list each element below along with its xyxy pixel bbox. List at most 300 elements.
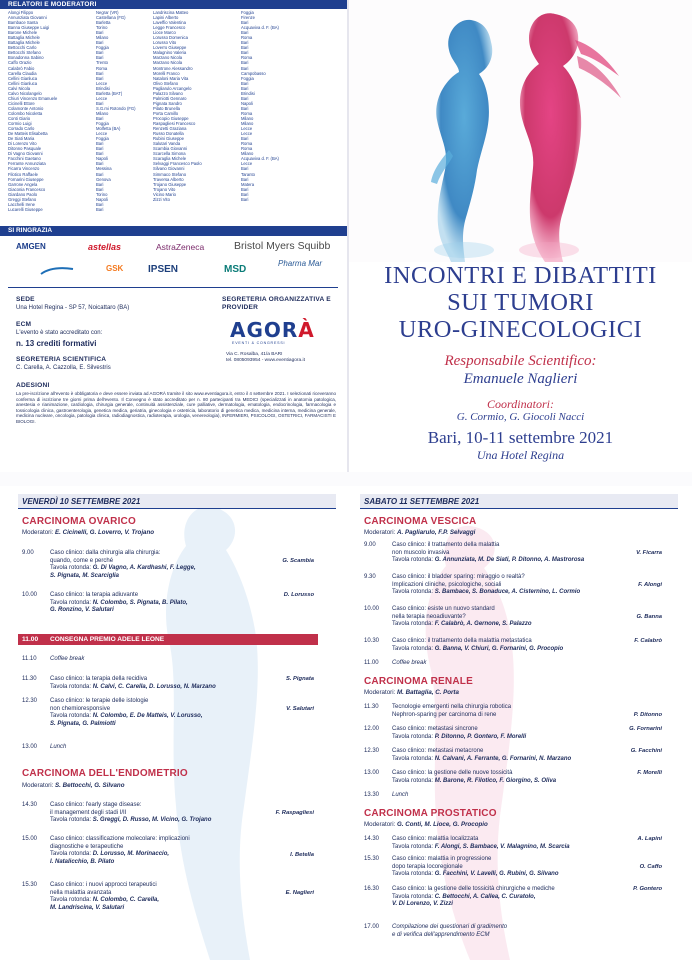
relatore-city: Bari xyxy=(96,55,104,61)
relatore-name: Bettocchi Carlo xyxy=(8,45,37,51)
sponsor-logo-msd: MSD xyxy=(224,264,247,275)
relatore-name: Di Lorenzo Vito xyxy=(8,141,37,147)
program-label: Tavola rotonda: xyxy=(50,683,92,690)
program-time: 14.30 xyxy=(364,836,380,842)
program-line: Caso clinico: la terapia adiuvante xyxy=(50,592,139,598)
program-label: Tavola rotonda: xyxy=(50,817,92,824)
relatore-name: Bambace Santa xyxy=(8,20,38,26)
program-line xyxy=(50,573,322,581)
program-speaker: F. Calabrò xyxy=(634,638,662,644)
program-text: Coffee break xyxy=(50,656,85,662)
program-line: Caso clinico: malattia localizzata xyxy=(392,836,479,842)
ecm-heading: ECM xyxy=(16,321,32,328)
section-title-ovarico: CARCINOMA OVARICO xyxy=(22,516,136,527)
program-label: Tavola rotonda: xyxy=(392,621,434,628)
relatore-name: Raspagliesi Francesco xyxy=(153,121,196,127)
relatore-name: Calvi Nicola xyxy=(8,85,31,91)
relatore-row xyxy=(153,197,298,202)
relatore-name: Palazzo Silvano xyxy=(153,90,183,96)
program-line: non chemioresponsive xyxy=(50,705,111,712)
agora-address-line: Via C. Rosalba, 41/a BARI xyxy=(226,352,283,357)
program-line xyxy=(50,565,322,573)
relatore-city: Brindisi xyxy=(96,85,110,91)
program-names: G. Annunziata, M. De Siati, P. Ditonno, A. Mastrorosa xyxy=(434,557,585,564)
program-time: 12.30 xyxy=(22,698,38,704)
program-line xyxy=(392,778,674,786)
relatore-city: Bari xyxy=(241,95,249,101)
program-time: 15.30 xyxy=(364,856,380,862)
relatore-city: Lecce xyxy=(96,95,108,101)
relatore-city: Napoli xyxy=(241,100,253,106)
program-speaker: F. Alongi xyxy=(638,582,662,588)
relatore-name: Lucarelli Giuseppe xyxy=(8,206,43,212)
cover-title-line: SUI TUMORI xyxy=(447,289,594,316)
relatore-city: Foggia xyxy=(241,10,254,15)
relatore-name: Barone Michele xyxy=(8,30,38,36)
relatore-city: Bari xyxy=(241,191,249,197)
relatore-city: Acquaviva d. F. (BA) xyxy=(241,156,279,162)
adesioni-heading: ADESIONI xyxy=(16,382,50,389)
program-text xyxy=(50,882,322,912)
program-line: quando, come e perché xyxy=(50,557,114,564)
program-line: Implicazioni cliniche, psicologiche, sociali xyxy=(392,581,502,588)
program-speaker: G. Facchini xyxy=(630,748,662,754)
program-speaker: O. Caffo xyxy=(639,864,662,870)
cover-title-line: INCONTRI E DIBATTITI xyxy=(384,262,657,289)
responsabile-label: Responsabile Scientifico: xyxy=(444,353,597,369)
program-time: 15.00 xyxy=(22,836,38,842)
program-line: Caso clinico: la gestione delle tossicità chirurgiche e mediche xyxy=(392,886,555,892)
program-line xyxy=(50,859,322,867)
relatore-city: Lecce xyxy=(96,80,108,86)
relatore-name: Ferrante Annunziata xyxy=(8,161,46,167)
moderatori-ovarico xyxy=(22,529,154,536)
relatore-city: Trento xyxy=(96,60,108,66)
relatori-column-left xyxy=(8,10,153,222)
relatore-city: Bari xyxy=(96,201,104,207)
program-label: Tavola rotonda: xyxy=(392,557,434,564)
relatore-name: Salutari Vanda xyxy=(153,141,181,147)
program-names: N. Calvi, C. Carella, D. Lorusso, N. Marzano xyxy=(92,683,216,690)
program-row xyxy=(22,656,322,664)
agora-logo xyxy=(230,318,315,342)
relatore-name: Calvo Nicolangelo xyxy=(8,90,42,96)
program-speaker: A. Lapini xyxy=(637,836,662,842)
sponsor-logo-unnamed xyxy=(40,266,74,278)
relatore-city: Milano xyxy=(241,151,254,157)
relatore-city: Messina xyxy=(96,166,112,172)
relatore-name: Zizzi Vito xyxy=(153,196,170,202)
program-line: Caso clinico: le terapie delle istologie xyxy=(50,698,149,704)
sponsor-logo-astrazeneca: AstraZeneca xyxy=(156,242,205,252)
program-time: 17.00 xyxy=(364,924,380,930)
ringrazia-title: SI RINGRAZIA xyxy=(8,227,53,234)
relatore-city: Firenze xyxy=(241,15,255,21)
relatore-city: Napoli xyxy=(96,156,108,162)
relatore-city: Milano xyxy=(241,121,254,127)
program-time: 15.30 xyxy=(22,882,38,888)
relatore-city: Genova xyxy=(96,176,111,182)
program-label: Tavola rotonda: xyxy=(50,565,92,572)
relatore-name: Scaraglia Michele xyxy=(153,156,187,162)
program-line: Caso clinico: esiste un nuovo standard xyxy=(392,606,495,612)
program-time: 10.00 xyxy=(22,592,38,598)
relatore-city: Bari xyxy=(241,20,249,26)
program-text xyxy=(392,924,674,939)
relatore-name: Cellini Gianluca xyxy=(8,80,38,86)
relatore-city: Foggia xyxy=(241,75,254,81)
section-title-renale: CARCINOMA RENALE xyxy=(364,676,473,687)
relatore-name: Di Vagno Giovanni xyxy=(8,151,43,157)
section-title-endometrio: CARCINOMA DELL'ENDOMETRIO xyxy=(22,768,188,779)
relatore-city: Barletta xyxy=(96,20,111,26)
relatore-name: Corrado Carlo xyxy=(8,126,35,132)
relatore-name: Olivo Stefano xyxy=(153,80,179,86)
moderatori-label: Moderatori: xyxy=(364,821,396,828)
moderatori-label: Moderatori: xyxy=(22,529,54,536)
ecm-text: L'evento è stato accreditato con: xyxy=(16,330,103,336)
program-line xyxy=(392,621,674,629)
relatore-city: Bari xyxy=(96,151,104,157)
relatore-city: Negrar (VR) xyxy=(96,10,119,15)
program-speaker: V. Ficarra xyxy=(636,550,662,556)
program-line: non muscolo invasiva xyxy=(392,549,450,556)
relatore-city: Roma xyxy=(96,65,108,71)
relatore-city: Bari xyxy=(241,85,249,91)
relatore-city: Torino xyxy=(96,191,108,197)
program-line: Caso clinico: malattia in progressione xyxy=(392,856,492,862)
program-text: Lunch xyxy=(392,792,409,798)
program-row xyxy=(22,882,322,912)
program-names: S. Bambace, S. Bonaduce, A. Cisternino, L. Cormio xyxy=(434,589,581,596)
moderatori-label: Moderatori: xyxy=(364,689,396,696)
relatore-city: Roma xyxy=(241,55,253,61)
relatore-name: Carella Claudia xyxy=(8,70,37,76)
program-label: Tavola rotonda: xyxy=(392,645,434,652)
program-line xyxy=(392,756,674,764)
relatore-city: Bari xyxy=(96,181,104,187)
program-line xyxy=(50,600,322,608)
relatore-name: Fornarini Giuseppe xyxy=(8,176,44,182)
program-line xyxy=(50,713,322,721)
relatore-city: Bari xyxy=(241,40,249,46)
relatore-city: Milano xyxy=(96,110,109,116)
program-line: Caso clinico: il trattamento della malattia xyxy=(392,542,500,548)
relatore-city: Bari xyxy=(241,176,249,182)
relatore-name: Ditonno Pasquale xyxy=(8,146,42,152)
relatori-column-right xyxy=(153,10,298,222)
program-line: il management degli stadi I/II xyxy=(50,809,127,816)
program-names: G. Di Vagno, A. Kardhashi, F. Legge, xyxy=(92,565,196,572)
coordinatori-label: Coordinatori: xyxy=(487,397,554,411)
sponsor-swoosh-icon xyxy=(40,266,74,276)
sede-text: Una Hotel Regina - SP 57, Noicattaro (BA) xyxy=(16,305,130,311)
program-label: Tavola rotonda: xyxy=(50,851,92,858)
event-venue: Una Hotel Regina xyxy=(476,448,565,462)
relatore-city: S.G.mi Rotondo (FG) xyxy=(96,105,136,111)
cover-title-line: URO-GINECOLOGICI xyxy=(398,316,643,343)
program-line xyxy=(50,607,322,615)
program-line: Caso clinico: classificazione molecolare: implicazioni xyxy=(50,836,190,842)
moderatori-label: Moderatori: xyxy=(22,782,54,789)
moderatori-names: A. Pagliarulo, F.P. Selvaggi xyxy=(397,529,476,536)
relatore-name: Cicinelli Ettore xyxy=(8,100,35,106)
relatore-city: Lecce xyxy=(96,131,108,137)
program-line xyxy=(392,589,674,597)
program-time: 14.30 xyxy=(22,802,38,808)
relatore-city: Bari xyxy=(96,171,104,177)
program-names: V. Di Lorenzo, V. Zizzi xyxy=(392,901,453,908)
relatore-name: Palmiotti Gennaro xyxy=(153,95,187,101)
program-row xyxy=(364,792,674,800)
relatore-city: Bari xyxy=(96,146,104,152)
relatore-name: Lorusso Domenica xyxy=(153,35,188,41)
relatore-name: Battaglia Michele xyxy=(8,40,40,46)
program-line: Caso clinico: l'early stage disease: xyxy=(50,802,142,808)
relatore-name: Porta Camillo xyxy=(153,110,179,116)
relatore-city: Bari xyxy=(96,141,104,147)
program-text xyxy=(50,698,322,728)
relatore-city: Lecce xyxy=(241,126,253,132)
relatore-name: Procopio Giuseppe xyxy=(153,115,189,121)
program-names: M. Barone, R. Filotico, F. Giorgino, S. Oliva xyxy=(434,777,557,784)
program-names: N. Colombo, E. De Matteis, V. Lorusso, xyxy=(92,713,203,720)
relatore-name: Trojano Vito xyxy=(153,186,176,192)
relatore-city: Bari xyxy=(241,45,249,51)
relatori-title: RELATORI E MODERATORI xyxy=(8,1,97,8)
event-date: Bari, 10-11 settembre 2021 xyxy=(427,428,614,447)
program-line: diagnostiche e terapeutiche xyxy=(50,843,124,850)
agora-logo-text: AGOR xyxy=(230,318,299,342)
relatore-city: Lecce xyxy=(241,131,253,137)
section-title-prostatico: CARCINOMA PROSTATICO xyxy=(364,808,497,819)
page-gap xyxy=(0,472,692,486)
relatore-city: Matera xyxy=(241,181,255,187)
program-line: Caso clinico: metastasi sincrone xyxy=(392,726,478,732)
program-names: N. Colombo, C. Carella, xyxy=(92,897,160,904)
relatore-name: Malagnino Valeria xyxy=(153,50,187,56)
relatore-name: Russo Donatella xyxy=(153,131,184,137)
relatore-city: Bari xyxy=(241,50,249,56)
relatore-name: Morelli Franco xyxy=(153,70,180,76)
ecm-credits: n. 13 crediti formativi xyxy=(16,339,97,348)
sede-heading: SEDE xyxy=(16,296,35,303)
program-speaker: S. Pignata xyxy=(285,676,314,682)
program-names: S. Pignata, M. Scarciglia xyxy=(50,572,120,579)
moderatori-endometrio xyxy=(22,782,124,789)
relatore-name: Battaglia Michele xyxy=(8,35,40,41)
divider xyxy=(8,287,338,288)
relatore-name: Loverro Giuseppe xyxy=(153,45,187,51)
program-label: Tavola rotonda: xyxy=(392,733,434,740)
program-line xyxy=(50,817,322,825)
agora-contact-line: tel. 0805093954 - www.eventiagora.it xyxy=(226,358,305,363)
sponsor-logo-gsk: GSK xyxy=(106,264,124,273)
program-time: 16.30 xyxy=(364,886,380,892)
relatore-city: Brindisi xyxy=(241,90,255,96)
relatore-city: Bari xyxy=(241,136,249,142)
relatore-city: Bari xyxy=(241,196,249,202)
program-time: 11.30 xyxy=(22,676,37,682)
relatore-name: Colombo Nicoletta xyxy=(8,110,43,116)
relatore-city: Bari xyxy=(96,161,104,167)
program-names: S. Greggi, D. Russo, M. Vicino, G. Trojano xyxy=(92,817,212,824)
relatore-name: Filotico Raffaele xyxy=(8,171,38,177)
relatore-city: Bari xyxy=(241,186,249,192)
relatore-name: Pignata Sandro xyxy=(153,100,182,106)
program-line xyxy=(392,646,674,654)
relatore-name: Greggi Stefano xyxy=(8,196,37,202)
program-line xyxy=(392,734,674,742)
moderatori-vescica xyxy=(364,529,475,536)
program-line: Compilazione dei questionari di gradimento xyxy=(392,924,508,930)
relatore-name: Chiuri Vincenzo Emanuele xyxy=(8,95,58,101)
program-speaker: I. Betella xyxy=(290,852,314,858)
sponsor-logo-amgen: AMGEN xyxy=(16,242,46,251)
relatore-city: Roma xyxy=(241,35,253,41)
relatore-city: Bari xyxy=(241,166,249,172)
agora-address xyxy=(226,352,305,364)
agora-logo-accent: À xyxy=(298,318,315,342)
program-time: 13.30 xyxy=(364,792,380,798)
relatore-city: Bari xyxy=(241,30,249,36)
premio-banner xyxy=(18,634,318,645)
program-time: 9.00 xyxy=(364,542,376,548)
relatore-name: Rubini Giuseppe xyxy=(153,136,184,142)
program-line: Caso clinico: dalla chirurgia alla chirurgia: xyxy=(50,550,161,556)
program-speaker: P. Gontero xyxy=(633,886,662,892)
program-names: C. Bettocchi, A. Callea, C. Curatolo, xyxy=(434,893,536,900)
relatore-city: Milano xyxy=(241,115,254,121)
program-label: Tavola rotonda: xyxy=(392,777,434,784)
relatore-name: Colamonte Antonio xyxy=(8,105,44,111)
relatore-city: Bari xyxy=(96,75,104,81)
program-time: 10.00 xyxy=(364,606,380,612)
relatore-name: Facchini Gaetano xyxy=(8,156,41,162)
relatore-city: Milano xyxy=(96,35,109,41)
program-line: Caso clinico: il trattamento della malattia metastatica xyxy=(392,638,532,644)
relatore-name: Nataloni Maria Vita xyxy=(153,75,189,81)
program-time: 13.00 xyxy=(22,744,38,750)
program-line: Tecnologie emergenti nella chirurgia robotica xyxy=(392,704,512,710)
program-line: e di verifica dell'apprendimento ECM xyxy=(392,931,490,938)
program-row xyxy=(364,924,674,939)
segreteria-organizzativa-heading: SEGRETERIA ORGANIZZATIVA E PROVIDER xyxy=(222,296,331,311)
relatore-name: Marzano Nicola xyxy=(153,55,183,61)
relatore-name: Lacchelli Irene xyxy=(8,201,36,207)
relatore-city: Bari xyxy=(96,100,104,106)
moderatori-renale xyxy=(364,689,459,696)
program-label: Tavola rotonda: xyxy=(50,599,92,606)
relatore-name: Giaconia Francesco xyxy=(8,186,46,192)
relatore-city: Bari xyxy=(241,105,249,111)
program-line: Caso clinico: i nuovi approcci terapeutici xyxy=(50,882,157,888)
sponsor-logo-astellas: astellas xyxy=(88,242,122,252)
moderatori-names: M. Battaglia, C. Porta xyxy=(397,689,459,696)
program-names: I. Natalicchio, B. Pilato xyxy=(50,858,115,865)
relatore-city: Bari xyxy=(96,50,104,56)
relatore-name: De Matteis Elisabetta xyxy=(8,131,48,137)
program-line: Caso clinico: la gestione delle nuove tossicità xyxy=(392,770,513,776)
moderatori-label: Moderatori: xyxy=(364,529,396,536)
relatore-city: Barletta (BAT) xyxy=(96,90,123,96)
relatore-name: Annunziata Giovanni xyxy=(8,15,47,21)
relatore-city: Bari xyxy=(96,70,104,76)
relatore-city: Bari xyxy=(241,80,249,86)
program-names: N. Colombo, S. Pignata, B. Pilato, xyxy=(92,599,188,606)
relatore-name: Calabrò Fabio xyxy=(8,65,35,71)
info-panel xyxy=(0,0,347,472)
program-label: Tavola rotonda: xyxy=(50,713,92,720)
relatore-name: Bettocchi Stefano xyxy=(8,50,41,56)
program-row xyxy=(22,550,322,580)
program-names: M. Landriscina, V. Salutari xyxy=(50,904,125,911)
relatore-name: Caffo Orazio xyxy=(8,60,32,66)
cover-illustration xyxy=(349,0,692,262)
adesioni-text: La pre-iscrizione all'evento è obbligatoria e deve essere inviata ad AGORÀ tramite il sito www.eventiagora.it, entro il 4 settembre 2021. I selezionati riceveranno conferma di iscrizione tre giorni prima dell'evento. Il Convegno è stato accreditato per n. 80 partecipanti tra MEDICI (specializzati in anatomia patologica, anestesia e rianimazione, cardiologia, chirurgia generale, continuità assistenziale, cure palliative, dermatologia, ematologia, endocrinologia, farmacologia e tossicologia clinica, gastroenterologia, genetica medica, geriatria, ginecologia e ostetricia, laboratorio di genetica medica, medicina interna, medicina generale, medicina nucleare, oncologia, patologia clinica, radiodiagnostica, radioterapia, urologia, venereologia), INFERMIERI, PSICOLOGI, OSTETRICI, FARMACISTI E BIOLOGI. xyxy=(16,391,336,424)
relatore-name: Pilato Brunella xyxy=(153,105,181,111)
program-label: Tavola rotonda: xyxy=(50,897,92,904)
program-time: 11.10 xyxy=(22,656,37,662)
program-label: Tavola rotonda: xyxy=(392,893,434,900)
program-speaker: F. Morelli xyxy=(637,770,662,776)
program-speaker: V. Salutari xyxy=(286,706,314,712)
program-line: Caso clinico: la terapia della recidiva xyxy=(50,676,148,682)
program-time: 12.00 xyxy=(364,726,380,732)
program-line xyxy=(50,897,322,905)
relatore-city: Bari xyxy=(241,60,249,66)
relatore-city: Roma xyxy=(241,146,253,152)
program-speaker: P. Ditonno xyxy=(633,712,662,718)
program-line: nella terapia neoadiuvante? xyxy=(392,613,466,620)
program-speaker: G. Fornarini xyxy=(629,726,662,732)
relatore-name: Marzano Nicola xyxy=(153,60,183,66)
segreteria-scientifica-heading: SEGRETERIA SCIENTIFICA xyxy=(16,356,107,363)
premio-text: CONSEGNA PREMIO ADELE LEONE xyxy=(50,636,165,643)
relatore-city: Foggia xyxy=(96,121,109,127)
program-line xyxy=(392,894,674,902)
relatore-name: Ficarra Vincenzo xyxy=(8,166,40,172)
relatore-name: Trojano Giuseppe xyxy=(153,181,187,187)
program-time: 12.30 xyxy=(364,748,380,754)
program-line xyxy=(392,844,674,852)
program-line xyxy=(392,901,674,909)
responsabile-name: Emanuele Naglieri xyxy=(463,371,578,387)
relatore-city: Roma xyxy=(241,110,253,116)
program-speaker: D. Lorusso xyxy=(283,592,314,598)
program-time: 13.00 xyxy=(364,770,380,776)
program-time: 11.00 xyxy=(22,636,39,643)
relatore-city: Castellana (FG) xyxy=(96,15,126,21)
program-names: G. Banna, V. Chiuri, G. Fornarini, G. Procopio xyxy=(434,645,564,652)
relatore-city: Taranto xyxy=(241,171,255,177)
program-line xyxy=(392,557,674,565)
relatore-name: Traversa Alberto xyxy=(153,176,184,182)
program-names: F. Alongi, S. Bambace, V. Malagnino, M. Scarcia xyxy=(434,843,570,850)
program-speaker: G. Scambia xyxy=(282,558,314,564)
relatore-city: Acquaviva d. F. (BA) xyxy=(241,25,279,31)
agora-tagline: EVENTI & CONGRESSI xyxy=(232,341,286,345)
sponsor-logo-pharmamar: Pharma Mar xyxy=(278,259,323,268)
coordinatori-names: G. Cormio, G. Giocoli Nacci xyxy=(456,411,585,423)
program-row xyxy=(364,660,674,668)
relatore-name: Lapini Alberto xyxy=(153,15,179,21)
relatore-name: Alongi Filippo xyxy=(8,10,34,15)
moderatori-names: S. Bettocchi, G. Silvano xyxy=(55,782,125,789)
relatore-name: Banna Giuseppe Luigi xyxy=(8,25,50,31)
relatore-city: Lecce xyxy=(241,161,253,167)
relatore-name: Giardano Paolo xyxy=(8,191,38,197)
